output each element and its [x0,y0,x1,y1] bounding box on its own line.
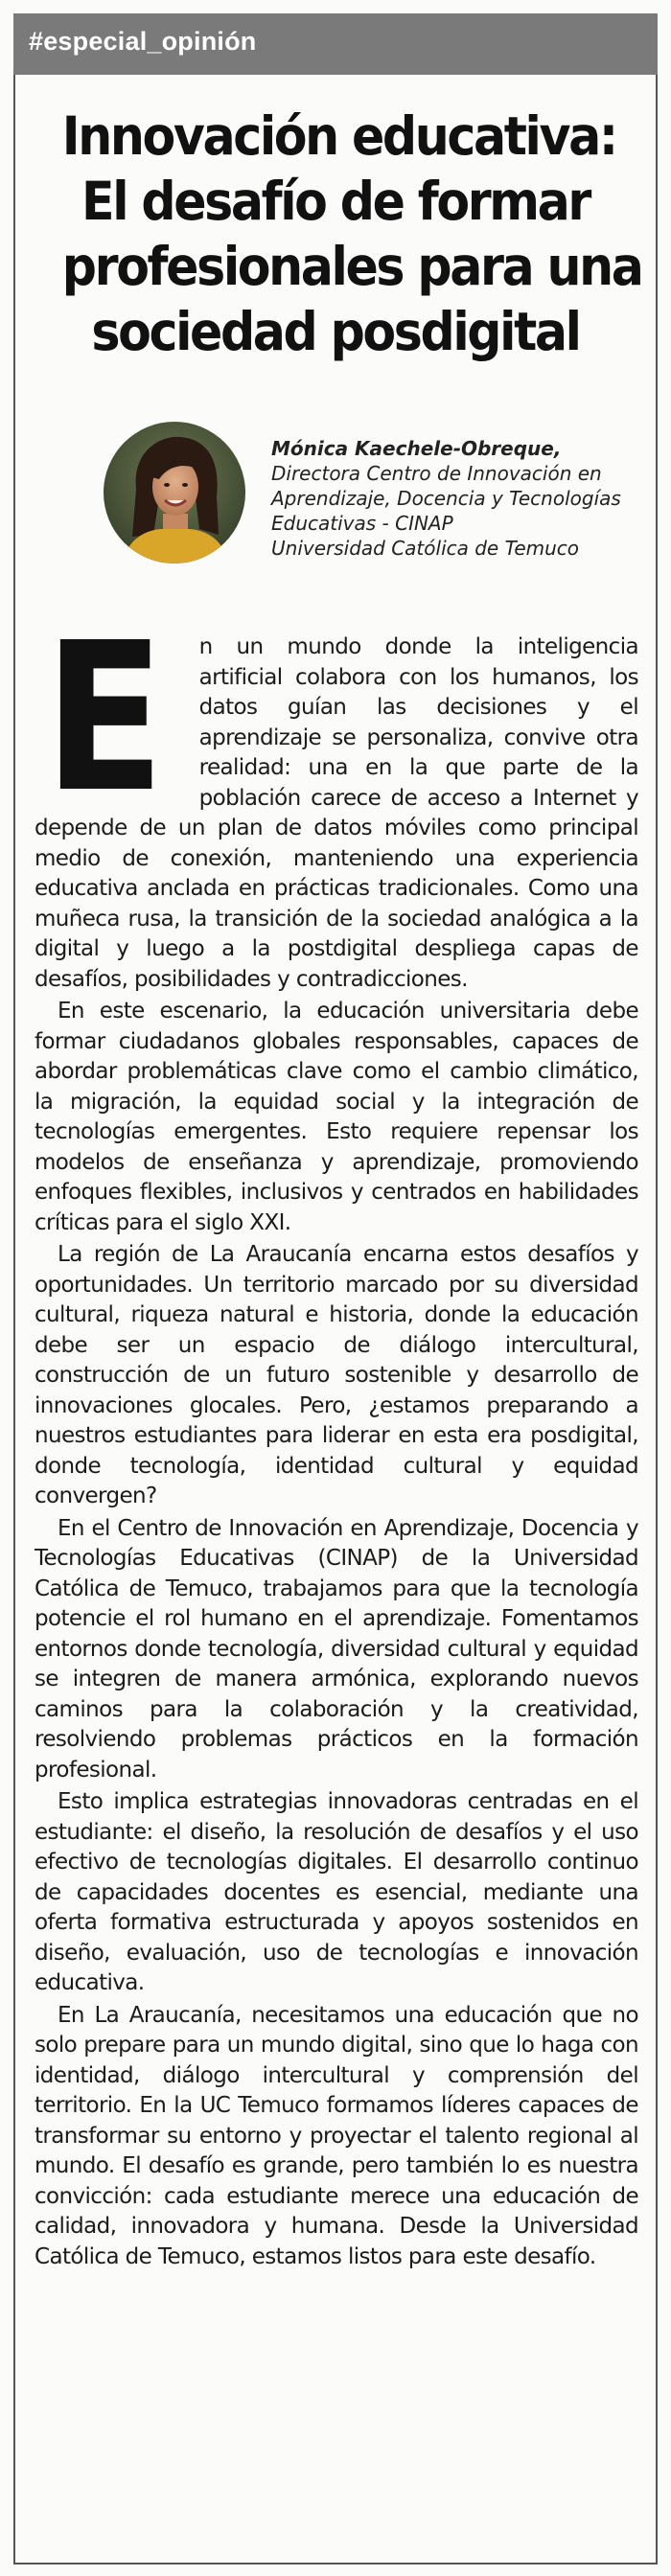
article-body [35,599,638,2274]
author-block [271,436,655,561]
author-portrait-illustration [104,422,245,564]
title-line: sociedad posdigital [91,301,580,362]
author-name: Mónica Kaechele-Obreque, [271,437,562,460]
paragraph: La región de La Araucanía encarna estos desafíos y oportunidades. Un territorio marcado por su diversidad cultural, riqueza natural e historia, donde la educación debe ser un espacio de diálogo intercultural, construcción de un futuro sostenible y desarrollo de innovaciones glocales. Pero, ¿estamos preparando a nuestros estudiantes para liderar en esta era posdigital, donde tecnología, identidad cultural y equidad convergen? [35,1242,638,1508]
author-role-line: Directora Centro de Innovación en [271,462,602,485]
drop-cap: E [44,599,165,838]
paragraph: En este escenario, la educación universitaria debe formar ciudadanos globales responsables, capaces de abordar problemáticas clave como el cambio climático, la migración, la equidad social y la integración de tecnologías emergentes. Esto requiere repensar los modelos de enseñanza y aprendizaje, promoviendo enfoques flexibles, inclusivos y centrados en habilidades críticas para el siglo XXI. [35,999,638,1235]
paragraph [35,599,638,995]
paragraph-text: n un mundo donde la inteligencia artificial colabora con los humanos, los datos guían las decisiones y el aprendizaje se personaliza, convive otra realidad: una en la que parte de la población carece de acceso a Internet y depende de un plan de datos móviles como principal medio de conexión, manteniendo una experiencia educativa anclada en prácticas tradicionales. Como una muñeca rusa, la transición de la sociedad analógica a la digital y luego a la postdigital despliega capas de desafíos, posibilidades y contradicciones. [35,634,638,992]
section-tag: #especial_opinión [29,27,257,56]
paragraph: Esto implica estrategias innovadoras centradas en el estudiante: el diseño, la resolución de desafíos y el uso efectivo de tecnologías digitales. El desarrollo continuo de capacidades docentes es esencial, mediante una oferta formativa estructurada y apoyos sostenidos en diseño, evaluación, uso de tecnologías e innovación educativa. [35,1789,638,1995]
author-affiliation: Universidad Católica de Temuco [271,537,580,560]
article-title [38,104,642,364]
paragraph: En el Centro de Innovación en Aprendizaje, Docencia y Tecnologías Educativas (CINAP) de la Universidad Católica de Temuco, trabajamos para que la tecnología potencie el rol humano en el aprendizaje. Fomentamos entornos donde tecnología, diversidad cultural y equidad se integren de manera armónica, explorando nuevos caminos para la colaboración y la creatividad, resolviendo problemas prácticos en la formación profesional. [35,1515,638,1782]
paragraph: En La Araucanía, necesitamos una educación que no solo prepare para un mundo digital, sino que lo haga con identidad, diálogo intercultural y comprensión del territorio. En la UC Temuco formamos líderes capaces de transformar su entorno y proyectar el talento regional al mundo. El desafío es grande, pero también lo es nuestra convicción: cada estudiante merece una educación de calidad, innovadora y humana. Desde la Universidad Católica de Temuco, estamos listos para este desafío. [35,2002,638,2269]
title-line: El desafío de formar [81,171,590,232]
title-line: Innovación educativa: [61,105,616,167]
section-tag-bar [13,13,658,75]
title-line: profesionales para una [61,236,642,297]
author-role-line: Educativas - CINAP [271,512,453,535]
author-role-line: Aprendizaje, Docencia y Tecnologías [271,487,621,510]
author-photo [104,422,245,564]
